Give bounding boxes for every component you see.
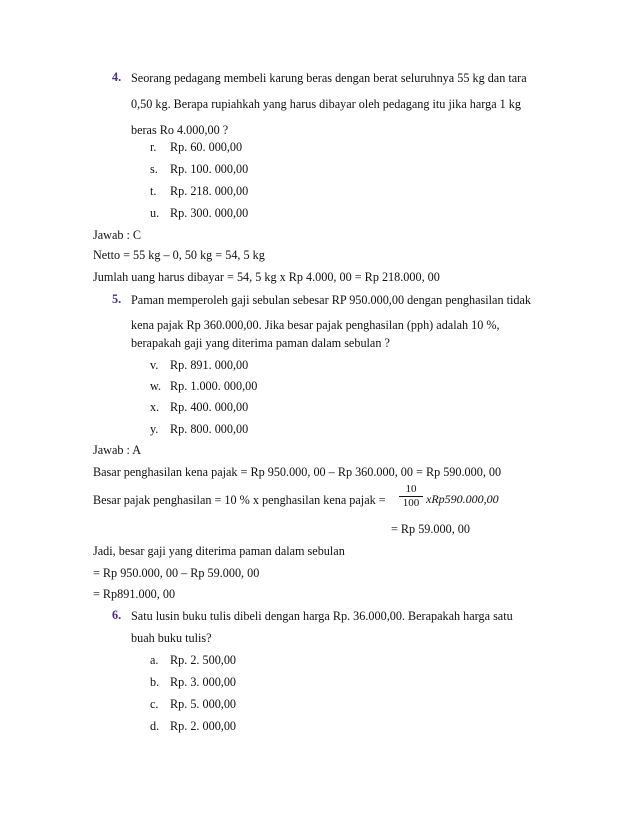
- fraction-denominator: 100: [402, 497, 420, 509]
- answer-line: Jadi, besar gaji yang diterima paman dalam sebulan: [93, 544, 345, 558]
- answer-line: Jawab : A: [93, 443, 142, 457]
- tax-formula-expression: xRp590.000,00: [426, 492, 499, 506]
- question-text-line: Paman memperoleh gaji sebulan sebesar RP 950.000,00 dengan penghasilan tidak: [131, 293, 531, 307]
- question-text-line: 0,50 kg. Berapa rupiahkah yang harus dibayar oleh pedagang itu jika harga 1 kg: [131, 97, 521, 111]
- question-number: 6.: [112, 608, 122, 622]
- option-text: Rp. 218. 000,00: [170, 184, 249, 198]
- option-letter: d.: [150, 719, 160, 733]
- answer-line: = Rp 950.000, 00 – Rp 59.000, 00: [93, 566, 260, 580]
- answer-line: = Rp891.000, 00: [93, 587, 176, 601]
- tax-formula-label: Besar pajak penghasilan = 10 % x penghasilan kena pajak =: [93, 493, 386, 507]
- option-text: Rp. 100. 000,00: [170, 162, 249, 176]
- fraction: [399, 483, 423, 510]
- option-text: Rp. 2. 000,00: [170, 719, 237, 733]
- option-letter: u.: [150, 206, 160, 220]
- option-text: Rp. 300. 000,00: [170, 206, 249, 220]
- question-text-line: beras Ro 4.000,00 ?: [131, 123, 229, 137]
- option-letter: y.: [150, 422, 159, 436]
- option-letter: x.: [150, 400, 160, 414]
- option-text: Rp. 5. 000,00: [170, 697, 237, 711]
- answer-line: Basar penghasilan kena pajak = Rp 950.000, 00 – Rp 360.000, 00 = Rp 590.000, 00: [93, 465, 502, 479]
- option-text: Rp. 400. 000,00: [170, 400, 249, 414]
- answer-line: Netto = 55 kg – 0, 50 kg = 54, 5 kg: [93, 248, 265, 262]
- option-letter: b.: [150, 675, 160, 689]
- fraction-numerator: 10: [399, 483, 423, 497]
- option-letter: t.: [150, 184, 157, 198]
- option-letter: w.: [150, 379, 162, 393]
- option-text: Rp. 800. 000,00: [170, 422, 249, 436]
- question-text-line: buah buku tulis?: [131, 631, 212, 645]
- option-text: Rp. 3. 000,00: [170, 675, 237, 689]
- option-letter: s.: [150, 162, 158, 176]
- question-text-line: Seorang pedagang membeli karung beras dengan berat seluruhnya 55 kg dan tara: [131, 71, 527, 85]
- option-text: Rp. 60. 000,00: [170, 140, 243, 154]
- option-letter: a.: [150, 653, 159, 667]
- option-text: Rp. 891. 000,00: [170, 358, 249, 372]
- answer-line: Jumlah uang harus dibayar = 54, 5 kg x Rp 4.000, 00 = Rp 218.000, 00: [93, 270, 440, 284]
- question-text-line: Satu lusin buku tulis dibeli dengan harga Rp. 36.000,00. Berapakah harga satu: [131, 609, 513, 623]
- answer-line: Jawab : C: [93, 228, 142, 242]
- option-text: Rp. 2. 500,00: [170, 653, 237, 667]
- option-letter: c.: [150, 697, 159, 711]
- question-text-line: kena pajak Rp 360.000,00. Jika besar pajak penghasilan (pph) adalah 10 %,: [131, 318, 500, 332]
- question-text-line: berapakah gaji yang diterima paman dalam sebulan ?: [131, 336, 390, 350]
- option-letter: v.: [150, 358, 159, 372]
- option-text: Rp. 1.000. 000,00: [170, 379, 258, 393]
- tax-result: = Rp 59.000, 00: [391, 522, 470, 536]
- option-letter: r.: [150, 140, 157, 154]
- question-number: 4.: [112, 70, 122, 84]
- question-number: 5.: [112, 292, 122, 306]
